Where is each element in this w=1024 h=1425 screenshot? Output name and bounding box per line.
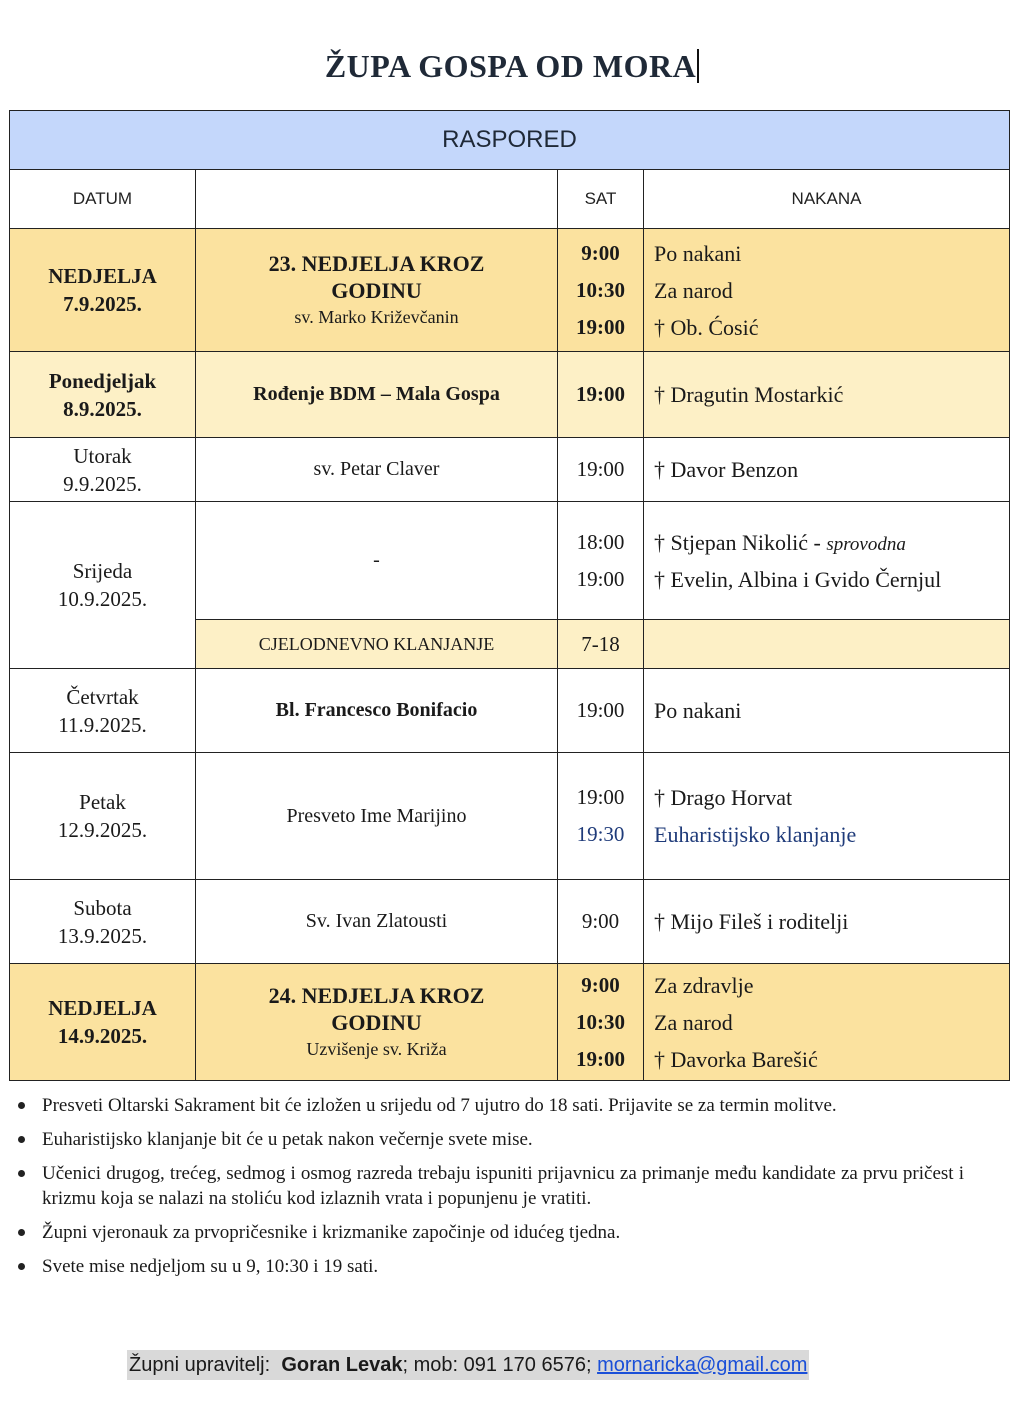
time-cell: 19:00 (558, 352, 644, 438)
intention-cell: † Mijo Fileš i roditelji (644, 880, 1010, 964)
table-row (10, 229, 1010, 352)
contact-footer (127, 1350, 809, 1380)
table-row (10, 669, 1010, 753)
list-item: Presveti Oltarski Sakrament bit će izložen u srijedu od 7 ujutro do 18 sati. Prijavite se za termin molitve. (14, 1093, 964, 1118)
feast-cell: 23. NEDJELJA KROZ GODINU sv. Marko Križevčanin (196, 229, 558, 352)
bullet-icon (18, 1170, 25, 1177)
date-cell: NEDJELJA 14.9.2025. (10, 964, 196, 1081)
feast-cell: 24. NEDJELJA KROZ GODINU Uzvišenje sv. Križa (196, 964, 558, 1081)
bullet-icon (18, 1263, 25, 1270)
date-cell: Srijeda 10.9.2025. (10, 502, 196, 669)
intention-cell: † Davor Benzon (644, 438, 1010, 502)
time-cell: 19:00 (558, 438, 644, 502)
feast-cell: Presveto Ime Marijino (196, 753, 558, 880)
table-row (10, 964, 1010, 1081)
footer-label: Župni upravitelj: (129, 1354, 271, 1376)
schedule-table (9, 110, 1010, 1081)
col-header-feast (196, 170, 558, 229)
date-cell: NEDJELJA 7.9.2025. (10, 229, 196, 352)
feast-cell: sv. Petar Claver (196, 438, 558, 502)
bullet-icon (18, 1229, 25, 1236)
intention-cell: Po nakani (644, 669, 1010, 753)
time-cell: 19:00 19:30 (558, 753, 644, 880)
page-title: ŽUPA GOSPA OD MORA (0, 48, 1024, 85)
footer-phone: ; mob: 091 170 6576; (402, 1354, 598, 1376)
list-item: Euharistijsko klanjanje bit će u petak nakon večernje svete mise. (14, 1127, 964, 1152)
table-row (10, 502, 1010, 620)
table-row (10, 753, 1010, 880)
intention-cell: † Dragutin Mostarkić (644, 352, 1010, 438)
intention-cell: † Stjepan Nikolić - sprovodna † Evelin, Albina i Gvido Černjul (644, 502, 1010, 620)
schedule-heading: RASPORED (10, 111, 1010, 170)
list-item: Župni vjeronauk za prvopričesnike i krizmanike započinje od idućeg tjedna. (14, 1220, 964, 1245)
col-header-intention: NAKANA (644, 170, 1010, 229)
bullet-icon (18, 1102, 25, 1109)
col-header-time: SAT (558, 170, 644, 229)
date-cell: Subota 13.9.2025. (10, 880, 196, 964)
time-cell: 7-18 (558, 620, 644, 669)
intention-cell: † Drago Horvat Euharistijsko klanjanje (644, 753, 1010, 880)
list-item: Svete mise nedjeljom su u 9, 10:30 i 19 sati. (14, 1254, 964, 1279)
time-cell: 9:00 10:30 19:00 (558, 229, 644, 352)
announcements-list (14, 1093, 964, 1288)
text-cursor (697, 49, 699, 83)
time-cell: 19:00 (558, 669, 644, 753)
col-header-date: DATUM (10, 170, 196, 229)
date-cell: Ponedjeljak 8.9.2025. (10, 352, 196, 438)
feast-cell: Rođenje BDM – Mala Gospa (196, 352, 558, 438)
adoration-cell: CJELODNEVNO KLANJANJE (196, 620, 558, 669)
feast-cell: - (196, 502, 558, 620)
intention-cell (644, 620, 1010, 669)
email-link[interactable]: mornaricka@gmail.com (597, 1354, 808, 1376)
intention-cell: Po nakani Za narod † Ob. Ćosić (644, 229, 1010, 352)
footer-name: Goran Levak (281, 1354, 403, 1376)
table-row (10, 880, 1010, 964)
feast-cell: Bl. Francesco Bonifacio (196, 669, 558, 753)
table-row (10, 352, 1010, 438)
feast-cell: Sv. Ivan Zlatousti (196, 880, 558, 964)
column-header-row (10, 170, 1010, 229)
list-item: Učenici drugog, trećeg, sedmog i osmog razreda trebaju ispuniti prijavnicu za primanje među kandidate za prvu pričest i krizmu koja se nalazi na stoliću kod izlaznih vrata i popunjenu je vratiti. (14, 1161, 964, 1211)
time-cell: 9:00 10:30 19:00 (558, 964, 644, 1081)
table-band-row (10, 111, 1010, 170)
date-cell: Četvrtak 11.9.2025. (10, 669, 196, 753)
intention-cell: Za zdravlje Za narod † Davorka Barešić (644, 964, 1010, 1081)
table-row (10, 438, 1010, 502)
bullet-icon (18, 1136, 25, 1143)
time-cell: 18:00 19:00 (558, 502, 644, 620)
date-cell: Petak 12.9.2025. (10, 753, 196, 880)
date-cell: Utorak 9.9.2025. (10, 438, 196, 502)
time-cell: 9:00 (558, 880, 644, 964)
